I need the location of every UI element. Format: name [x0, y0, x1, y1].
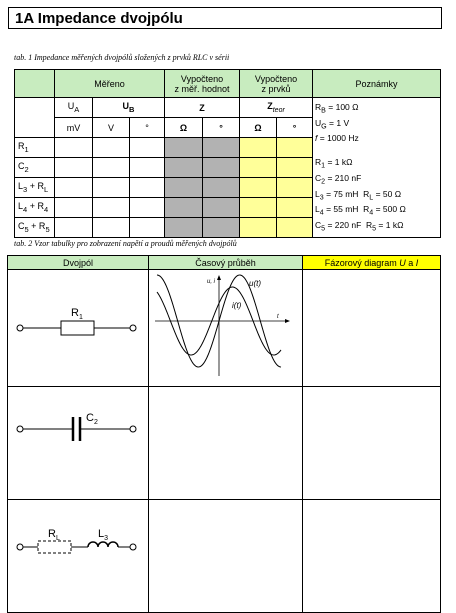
blank-cell: [15, 98, 55, 138]
label-it: i(t): [232, 301, 242, 310]
row-label-l3-rl: $L_3 + R_L$: [15, 178, 55, 198]
cell-resistor: [8, 270, 149, 387]
label-l3: $L_3$: [98, 528, 109, 542]
unit-ohm-2: Ω: [240, 118, 277, 138]
cell-waveform-2: [149, 387, 303, 500]
waveform-diagram: [149, 270, 301, 384]
note-c2: $C_2 = 210$ nF: [315, 173, 362, 186]
sub-z: Z: [165, 98, 240, 118]
capacitor-diagram: [8, 387, 147, 497]
cell-phasor-3: [303, 500, 441, 613]
sub-ua: $U_A$: [55, 98, 93, 118]
cell-phasor-2: [303, 387, 441, 500]
note-rb: $R_B = 100$ Ω: [315, 102, 359, 115]
note-ug: $U_G = 1$ V: [315, 117, 350, 131]
header-vypocteno-mer: Vypočteno z měř. hodnot: [165, 70, 240, 98]
unit-ohm-1: Ω: [165, 118, 203, 138]
note-c5: $C_5 = 220$ nF $R_5 = 1$ kΩ: [315, 220, 404, 233]
title-box: [8, 7, 442, 29]
row-label-r1: $R_1$: [15, 138, 55, 158]
cell-waveform: [149, 270, 303, 387]
row-label-l4-r4: $L_4 + R_4$: [15, 198, 55, 218]
note-l4: $L_4 = 55$ mH $R_4 = 500$ Ω: [315, 204, 406, 218]
header-casovy: Časový průběh: [149, 256, 303, 270]
header-fazorovy: Fázorový diagram U a I: [303, 256, 441, 270]
impedance-table: [14, 69, 441, 238]
cell-capacitor: [8, 387, 149, 500]
cell-phasor-1: [303, 270, 441, 387]
label-r1: $R_1$: [71, 307, 83, 321]
unit-deg-1: °: [130, 118, 165, 138]
header-dvojpol: Dvojpól: [8, 256, 149, 270]
table2-caption: tab. 2 Vzor tabulky pro zobrazení napětí a proudů měřených dvojpólů: [14, 239, 237, 248]
note-l3: $L_3 = 75$ mH $R_L = 50$ Ω: [315, 188, 402, 202]
header-empty: [15, 70, 55, 98]
header-poznamky: Poznámky: [313, 70, 441, 98]
unit-v: V: [93, 118, 130, 138]
row-label-c2: $C_2$: [15, 158, 55, 178]
notes-cell: [313, 98, 441, 238]
axis-label-t: t: [277, 314, 279, 320]
label-rl: $R_L$: [48, 528, 60, 542]
label-c2: $C_2$: [86, 412, 98, 426]
header-vypocteno-prvku: Vypočteno z prvků: [240, 70, 313, 98]
cell-waveform-3: [149, 500, 303, 613]
cell-rl: [8, 500, 149, 613]
page-title: 1A Impedance dvojpólu: [15, 10, 183, 27]
rl-diagram: [8, 500, 147, 610]
unit-deg-3: °: [277, 118, 313, 138]
unit-deg-2: °: [203, 118, 240, 138]
note-f: f = 1000 Hz: [315, 133, 359, 144]
header-mereno: Měřeno: [55, 70, 165, 98]
table1-caption: tab. 1 Impedance měřených dvojpólů složených z prvků RLC v sérii: [14, 53, 230, 62]
row-label-c5-r5: $C_5 + R_5$: [15, 218, 55, 238]
label-ut: u(t): [249, 279, 261, 288]
unit-mv: mV: [55, 118, 93, 138]
waveform-table: [7, 255, 441, 613]
sub-ub: $U_B$: [93, 98, 165, 118]
sub-zteor: $Z_{teor}$: [240, 98, 313, 118]
note-r1: $R_1 = 1$ kΩ: [315, 157, 353, 171]
axis-label-ui: u, i: [207, 279, 216, 285]
resistor-diagram: [8, 270, 147, 384]
